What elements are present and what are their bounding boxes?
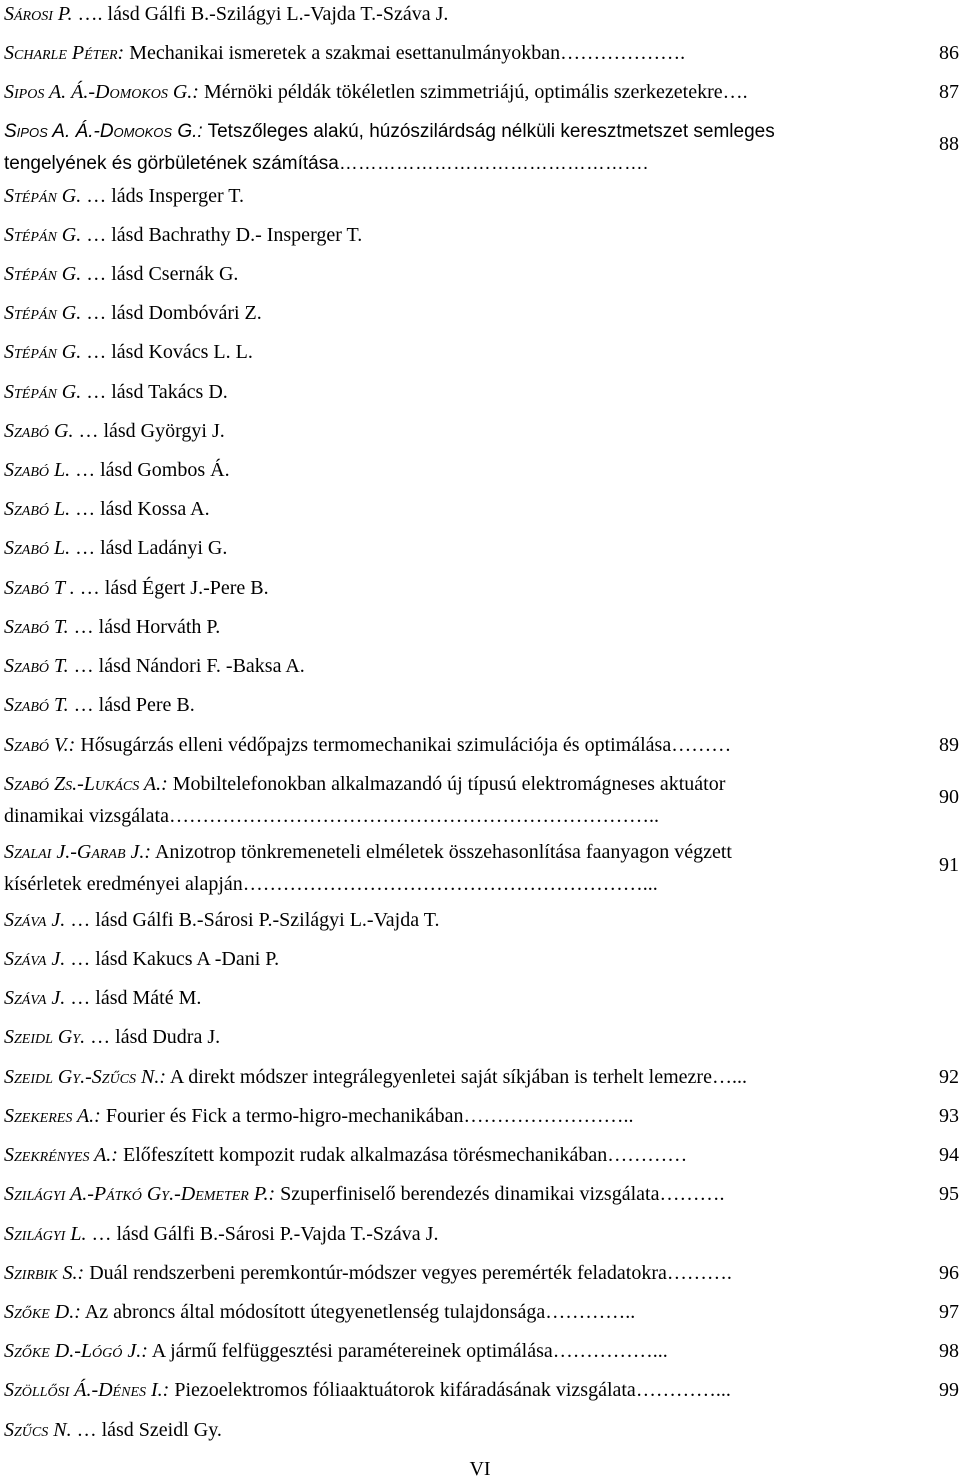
entry-title: Anizotrop tönkremeneteli elméletek összehasonlítása faanyagon végzett bbox=[151, 841, 732, 863]
entry-title: Hősugárzás elleni védőpajzs termomechanikai szimulációja és optimálása……… bbox=[75, 734, 732, 756]
entry-title: Az abroncs által módosított útegyenetlenség tulajdonsága………….. bbox=[80, 1301, 636, 1323]
entry-title: … lásd Kossa A. bbox=[70, 498, 210, 520]
entry-title: A direkt módszer integrálegyenletei saját síkjában is terhelt lemezre…... bbox=[166, 1066, 747, 1088]
entry-title-continued: tengelyének és görbületének számítása…………………………………………. bbox=[4, 153, 649, 174]
index-entry bbox=[4, 1261, 959, 1293]
entry-page-number: 87 bbox=[939, 81, 959, 103]
entry-author: Stépán G. bbox=[4, 224, 82, 246]
entry-author: Szabó L. bbox=[4, 498, 71, 520]
entry-page-number: 88 bbox=[939, 133, 959, 155]
entry-author: Száva J. bbox=[4, 987, 66, 1009]
entry-title: Fourier és Fick a termo-higro-mechanikában…………………….. bbox=[100, 1105, 634, 1127]
entry-author: Stépán G. bbox=[4, 381, 82, 403]
index-entry bbox=[4, 536, 959, 561]
index-entry bbox=[4, 1143, 959, 1175]
entry-author: Szekrényes A.: bbox=[4, 1144, 118, 1166]
index-entry bbox=[4, 654, 959, 679]
index-entry bbox=[4, 184, 959, 209]
entry-page-number: 98 bbox=[939, 1340, 959, 1362]
entry-author: Szabó G. bbox=[4, 420, 74, 442]
index-entry bbox=[4, 223, 959, 248]
entry-title: Mechanikai ismeretek a szakmai esettanulmányokban………………. bbox=[124, 42, 686, 64]
index-entry bbox=[4, 1300, 959, 1332]
entry-page-number: 89 bbox=[939, 734, 959, 756]
entry-title: … lásd Gombos Á. bbox=[70, 459, 230, 481]
entry-page-number: 93 bbox=[939, 1105, 959, 1127]
index-entry bbox=[4, 840, 959, 897]
entry-title: … lásd Györgyi J. bbox=[73, 420, 225, 442]
entry-page-number: 86 bbox=[939, 42, 959, 64]
index-entry bbox=[4, 1418, 959, 1443]
entry-page-number: 99 bbox=[939, 1379, 959, 1401]
entry-title: … lásd Bachrathy D.- Insperger T. bbox=[81, 224, 363, 246]
index-entry bbox=[4, 1222, 959, 1247]
entry-title: … láds Insperger T. bbox=[81, 185, 244, 207]
entry-author: Szilágyi A.-Pátkó Gy.-Demeter P.: bbox=[4, 1183, 276, 1205]
index-entry bbox=[4, 576, 959, 601]
entry-author: Szirbik S.: bbox=[4, 1262, 85, 1284]
entry-author: Szőke D.: bbox=[4, 1301, 81, 1323]
entry-title: … lásd Takács D. bbox=[81, 381, 228, 403]
index-entry bbox=[4, 419, 959, 444]
entry-author: Szabó T . bbox=[4, 577, 75, 599]
index-entry bbox=[4, 262, 959, 287]
entry-author: Szőke D.-Lógó J.: bbox=[4, 1340, 148, 1362]
index-entry bbox=[4, 1104, 959, 1136]
entry-author: Szabó T. bbox=[4, 616, 69, 638]
entry-author: Szöllősi Á.-Dénes I.: bbox=[4, 1379, 170, 1401]
entry-author: Szabó T. bbox=[4, 694, 69, 716]
entry-title: Piezoelektromos fóliaaktuátorok kifáradásának vizsgálata…………... bbox=[169, 1379, 731, 1401]
entry-page-number: 97 bbox=[939, 1301, 959, 1323]
entry-author: Stépán G. bbox=[4, 263, 82, 285]
entry-author: Szalai J.-Garab J.: bbox=[4, 841, 152, 863]
entry-title: … lásd Nándori F. -Baksa A. bbox=[68, 655, 305, 677]
entry-author: Szabó V.: bbox=[4, 734, 76, 756]
entry-author: Szeidl Gy.-Szűcs N.: bbox=[4, 1066, 167, 1088]
index-entry bbox=[4, 1182, 959, 1214]
entry-author: Szekeres A.: bbox=[4, 1105, 101, 1127]
entry-title: Szuperfiniselő berendezés dinamikai vizsgálata………. bbox=[275, 1183, 725, 1205]
entry-title-continued: dinamikai vizsgálata……………………………………………………………….. bbox=[4, 805, 659, 827]
entry-title: A jármű felfüggesztési paramétereinek optimálása……………... bbox=[147, 1340, 668, 1362]
entry-title: … lásd Kakucs A -Dani P. bbox=[65, 948, 280, 970]
entry-title: … lásd Csernák G. bbox=[81, 263, 239, 285]
entry-author: Sipos A. Á.-Domokos G.: bbox=[4, 81, 199, 103]
entry-author: Szabó L. bbox=[4, 459, 71, 481]
entry-author: Stépán G. bbox=[4, 185, 82, 207]
entry-author: Stépán G. bbox=[4, 341, 82, 363]
entry-title: … lásd Gálfi B.-Sárosi P.-Szilágyi L.-Vajda T. bbox=[65, 909, 440, 931]
entry-title: … lásd Égert J.-Pere B. bbox=[74, 577, 269, 599]
index-entry bbox=[4, 986, 959, 1011]
index-entry bbox=[4, 497, 959, 522]
entry-title-continued: kísérletek eredményei alapján……………………………………………………... bbox=[4, 873, 658, 895]
entry-author: Szabó L. bbox=[4, 537, 71, 559]
entry-title: … lásd Gálfi B.-Sárosi P.-Vajda T.-Száva J. bbox=[86, 1223, 439, 1245]
entry-title: Tetszőleges alakú, húzószilárdság nélküli keresztmetszet semleges bbox=[202, 121, 775, 142]
entry-title: Mobiltelefonokban alkalmazandó új típusú elektromágneses aktuátor bbox=[167, 773, 726, 795]
entry-author: Sárosi P. bbox=[4, 3, 73, 25]
entry-author: Szeidl Gy. bbox=[4, 1026, 86, 1048]
entry-author: Szabó Zs.-Lukács A.: bbox=[4, 773, 168, 795]
entry-title: … lásd Dombóvári Z. bbox=[81, 302, 262, 324]
index-entry bbox=[4, 458, 959, 483]
entry-page-number: 96 bbox=[939, 1262, 959, 1284]
index-entry bbox=[4, 301, 959, 326]
entry-title: … lásd Kovács L. L. bbox=[81, 341, 253, 363]
page-footer-number: VI bbox=[469, 1458, 491, 1480]
index-entry bbox=[4, 2, 959, 27]
entry-author: Szűcs N. bbox=[4, 1419, 72, 1441]
entry-author: Sipos A. Á.-Domokos G.: bbox=[4, 121, 203, 142]
entry-author: Scharle Péter: bbox=[4, 42, 125, 64]
index-entry bbox=[4, 1065, 959, 1097]
entry-author: Szabó T. bbox=[4, 655, 69, 677]
index-entry bbox=[4, 1378, 959, 1410]
entry-author: Stépán G. bbox=[4, 302, 82, 324]
index-entry bbox=[4, 80, 959, 112]
entry-page-number: 94 bbox=[939, 1144, 959, 1166]
entry-author: Szilágyi L. bbox=[4, 1223, 87, 1245]
index-entry bbox=[4, 693, 959, 718]
entry-title: … lásd Ladányi G. bbox=[70, 537, 228, 559]
entry-title: … lásd Horváth P. bbox=[68, 616, 221, 638]
entry-page-number: 92 bbox=[939, 1066, 959, 1088]
entry-title: …. lásd Gálfi B.-Szilágyi L.-Vajda T.-Száva J. bbox=[72, 3, 449, 25]
index-entry bbox=[4, 908, 959, 933]
index-entry bbox=[4, 733, 959, 765]
entry-title: Előfeszített kompozit rudak alkalmazása törésmechanikában………… bbox=[117, 1144, 688, 1166]
index-entry bbox=[4, 772, 959, 829]
entry-title: … lásd Máté M. bbox=[65, 987, 202, 1009]
entry-title: Mérnöki példák tökéletlen szimmetriájú, optimális szerkezetekre…. bbox=[198, 81, 748, 103]
index-entry bbox=[4, 41, 959, 73]
entry-title: Duál rendszerbeni peremkontúr-módszer vegyes peremérték feladatokra………. bbox=[84, 1262, 732, 1284]
entry-author: Száva J. bbox=[4, 909, 66, 931]
index-entry bbox=[4, 119, 959, 176]
entry-title: … lásd Dudra J. bbox=[85, 1026, 221, 1048]
entry-page-number: 90 bbox=[939, 786, 959, 808]
entry-author: Száva J. bbox=[4, 948, 66, 970]
index-entry bbox=[4, 615, 959, 640]
entry-page-number: 91 bbox=[939, 854, 959, 876]
entry-title: … lásd Pere B. bbox=[68, 694, 195, 716]
entry-title: … lásd Szeidl Gy. bbox=[71, 1419, 222, 1441]
index-entry bbox=[4, 1339, 959, 1371]
index-entry bbox=[4, 380, 959, 405]
entry-page-number: 95 bbox=[939, 1183, 959, 1205]
index-entry bbox=[4, 947, 959, 972]
index-entry bbox=[4, 340, 959, 365]
index-entry bbox=[4, 1025, 959, 1050]
